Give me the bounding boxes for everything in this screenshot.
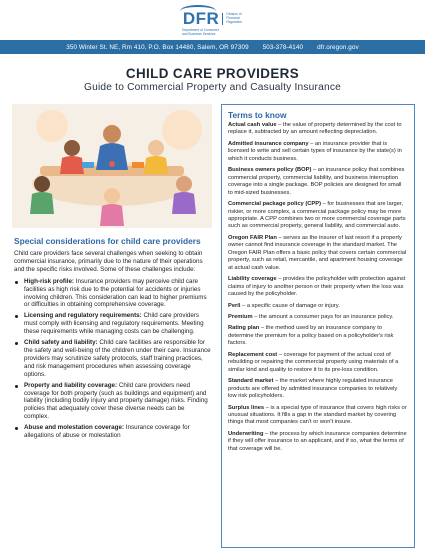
- term-name: Premium: [228, 313, 253, 320]
- term-name: Surplus lines: [228, 404, 265, 411]
- item-term: Licensing and regulatory requirements:: [24, 312, 142, 320]
- term-item: [228, 378, 407, 400]
- logo-line: Regulation: [226, 19, 243, 24]
- term-item: [228, 167, 407, 197]
- term-definition: – an insurance provider that is licensed to write and sell certain types of insurance by the state(s) in which it conducts business.: [228, 140, 402, 162]
- term-definition: – for businesses that are larger, riskier, or more complex, a commercial package policy may be more appropriate. A CPP combines two or more commercial coverage parts such as commercial property, general liability, and commercial auto.: [228, 201, 406, 230]
- children-playing-illustration: [12, 104, 212, 228]
- logo-mark: [183, 9, 219, 29]
- term-name: Standard market: [228, 378, 274, 385]
- logo-arc-icon: [180, 5, 216, 17]
- logo-text: DFR: [182, 9, 220, 28]
- term-item: [228, 141, 407, 163]
- department-line: Department of Consumer: [182, 28, 220, 32]
- item-text: Child care providers need coverage for both property (such as buildings and equipment) and liability (including bodily injury and property damage) risks. Finding policies that adequately cover these diverse needs can be complex.: [24, 381, 208, 421]
- term-definition: – a specific cause of damage or injury.: [240, 302, 340, 309]
- terms-heading: Terms to know: [228, 110, 287, 120]
- term-name: Underwriting: [228, 430, 264, 437]
- term-definition: – the method used by an insurance company to determine the premium for a policy based on a policyholder's risk factors.: [228, 325, 394, 347]
- logo-division: [222, 13, 242, 24]
- list-item: [14, 278, 211, 310]
- term-definition: – is a special type of insurance that covers high risks or unusual situations. It fills a gap in the standard market by covering things that most companies can't or won't insure.: [228, 404, 407, 426]
- term-name: Actual cash value: [228, 122, 277, 128]
- term-name: Business owners policy (BOP): [228, 167, 312, 174]
- term-definition: – the value of property determined by the cost to replace it, subtracted by an amount reflecting depreciation.: [228, 122, 402, 136]
- term-definition: – the amount a consumer pays for an insurance policy.: [252, 313, 394, 320]
- term-name: Peril: [228, 302, 241, 309]
- list-item: [14, 312, 211, 336]
- term-name: Admitted insurance company: [228, 140, 309, 147]
- item-term: Abuse and molestation coverage:: [24, 424, 125, 432]
- item-term: Property and liability coverage:: [24, 381, 118, 389]
- item-term: Child safety and liability:: [24, 339, 98, 347]
- item-text: Child care providers must comply with licensing and regulatory requirements. Meeting these requirements while managing costs can be challenging.: [24, 312, 204, 336]
- term-name: Liability coverage: [228, 276, 277, 283]
- department-line: and Business Services: [182, 31, 216, 36]
- page-title: CHILD CARE PROVIDERS: [125, 66, 300, 81]
- term-item: [228, 325, 407, 347]
- term-item: [228, 431, 407, 453]
- page-subtitle: Guide to Commercial Property and Casualty Insurance: [83, 82, 342, 93]
- term-item: [228, 314, 407, 321]
- term-item: [228, 276, 407, 298]
- logo-department: [182, 29, 219, 37]
- list-item: [14, 382, 211, 422]
- list-item: [14, 424, 211, 440]
- term-definition: – provides the policyholder with protection against claims of injury to another person or their property when the loss was caused by the policyholder.: [228, 276, 406, 298]
- logo-line: Division of: [226, 12, 242, 17]
- dfr-logo[interactable]: [183, 9, 242, 29]
- term-item: [228, 201, 407, 231]
- logo-line: Financial: [226, 16, 240, 21]
- term-definition: – the process by which insurance companies determine if they will offer insurance to an applicant, and if so, what the terms of that coverage will be.: [228, 430, 407, 452]
- item-text: Insurance coverage for allegations of abuse or molestation: [24, 424, 190, 440]
- term-definition: – an insurance policy that combines commercial property, commercial liability, and business interruption coverage into a single package. BOP policies are designed for small to mid-sized businesses.: [228, 167, 405, 196]
- term-item: [228, 122, 407, 137]
- item-text: Child care facilities are responsible for the safety and well-being of the children under their care. Insurance providers may scrutinize safety protocols, staff training practices, and risk management procedures when assessing coverage options.: [24, 339, 211, 378]
- special-considerations: [14, 236, 211, 443]
- address: 350 Winter St. NE, Rm 410, P.O. Box 14480, Salem, OR 97309: [66, 43, 249, 51]
- item-term: High-risk profile:: [24, 277, 75, 285]
- term-definition: – the market where highly regulated insurance products are offered by admitted insurance companies to relatively low risk policyholders.: [228, 378, 398, 400]
- terms-to-know-box: [221, 104, 415, 548]
- website-link[interactable]: dfr.oregon.gov: [317, 43, 359, 51]
- term-name: Rating plan: [228, 325, 260, 332]
- item-text: Insurance providers may perceive child care facilities as high risk due to the potential for accidents or injuries involving children. This consideration can lead to higher premiums or difficulties in obtaining comprehensive coverage.: [24, 277, 207, 309]
- challenge-list: [14, 278, 211, 440]
- intro-paragraph: Child care providers face several challenges when seeking to obtain commercial insurance, primarily due to the nature of their operations and the specific risks involved. Some of these challenges include:: [14, 250, 203, 273]
- term-definition: – serves as the insurer of last resort if a property owner cannot find insurance coverage in the standard market. The Oregon FAIR Plan offers a basic policy that covers certain commercial property, such as retail, mercantile, and apartment housing coverage at actual cash value.: [228, 234, 407, 271]
- term-item: [228, 235, 407, 272]
- term-definition: – coverage for payment of the actual cost of rebuilding or repairing the commercial property using materials of a similar kind and quality to restore it to its pre-loss condition.: [228, 351, 399, 373]
- term-name: Commercial package policy (CPP): [228, 201, 321, 208]
- section-heading: Special considerations for child care providers: [14, 236, 201, 246]
- term-item: [228, 303, 407, 310]
- term-item: [228, 405, 407, 427]
- term-item: [228, 352, 407, 374]
- term-name: Replacement cost: [228, 351, 278, 358]
- term-name: Oregon FAIR Plan: [228, 234, 277, 241]
- contact-bar: [0, 40, 425, 54]
- list-item: [14, 339, 211, 379]
- phone[interactable]: 503-378-4140: [262, 43, 304, 51]
